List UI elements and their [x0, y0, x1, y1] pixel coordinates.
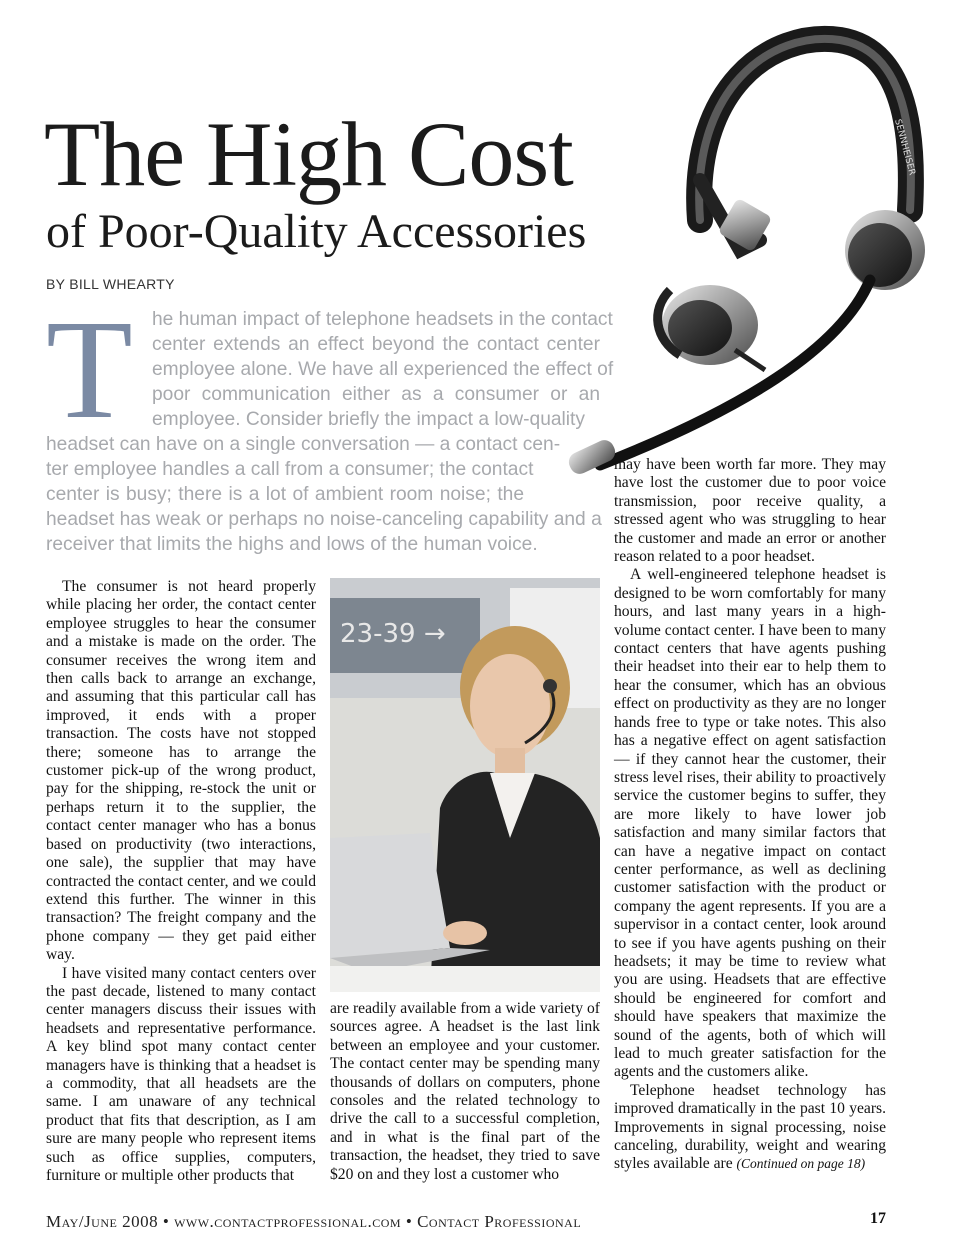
article-title: The High Cost — [44, 103, 573, 205]
article-subtitle: of Poor-Quality Accessories — [46, 205, 587, 258]
continued-note: (Continued on page 18) — [736, 1156, 866, 1172]
lead-line: he human impact of telephone headsets in the contact — [152, 309, 613, 330]
body-column-2 — [330, 1000, 600, 1184]
body-paragraph: I have visited many contact centers over the past decade, listened to many contact center managers discuss their issues with headsets and representative performance. A key blind spot many contact center managers have is thinking that a headset is a commodity, that all headsets are the same. I am unaware of any technical product that fits that description, as I am sure are many people who represent items such as office supplies, computers, furniture or multiple other products that — [46, 964, 316, 1184]
headset-brand-label: SENNHEISER — [892, 118, 917, 177]
wall-sign-text: 23-39 → — [340, 619, 446, 649]
lead-line: ter employee handles a call from a consumer; the contact — [46, 459, 534, 480]
footer-url: www.contactprofessional.com — [174, 1212, 402, 1231]
lead-line: headset has weak or perhaps no noise-canceling capability and a — [46, 509, 602, 530]
drop-cap: T — [46, 290, 133, 448]
lead-line: center extends an effect beyond the contact center — [152, 334, 600, 355]
page-number: 17 — [870, 1210, 886, 1227]
body-column-1 — [46, 578, 316, 1185]
body-paragraph: may have been worth far more. They may have lost the customer due to poor voice transmission, poor receive quality, a stressed agent who was struggling to hear the customer and made an error or another reason related to a poor headset. — [614, 456, 886, 566]
lead-line: receiver that limits the highs and lows of the human voice. — [46, 534, 538, 555]
body-paragraph — [614, 1082, 886, 1174]
agent-photo — [330, 578, 600, 992]
footer-folio — [46, 1212, 581, 1232]
lead-line: employee alone. We have all experienced the effect of — [152, 359, 614, 380]
byline: BY BILL WHEARTY — [46, 276, 175, 292]
footer-magazine: Contact Professional — [417, 1212, 582, 1231]
lead-line: employee. Consider briefly the impact a low-quality — [152, 409, 585, 430]
lead-line: headset can have on a single conversation — a contact cen- — [46, 434, 561, 455]
body-paragraph: are readily available from a wide variety of sources agree. A headset is the last link between an employee and your customer. The contact center may be spending many thousands of dollars on computers, phone consoles and the related technology to drive the call to a successful completion, and in what is the final part of the transaction, the headset, they tried to save $20 on and they lost a customer who — [330, 1000, 600, 1183]
body-column-3 — [614, 456, 886, 1174]
footer-separator: • — [405, 1212, 413, 1231]
footer-issue: May/June 2008 — [46, 1212, 159, 1231]
body-paragraph: The consumer is not heard properly while placing her order, the contact center employee struggles to hear the consumer and a mistake is made on the order. The consumer receives the wrong item and then calls back to arrange an exchange, and assuming that this particular call has improved, it ends with a proper transaction. The costs have not stopped there; someone has to arrange the customer pick-up of the wrong product, pay for the shipping, re-stock the unit or perhaps return it to the supplier, the contact center manager who has a bonus based on productivity (two interactions, one sale), the supplier that may have contracted the contact center, and we could extend this further. The winner in this transaction? The freight company and the phone company — they get paid either way. — [46, 578, 316, 964]
body-text: Telephone headset technology has improved dramatically in the past 10 years. Improvements in signal processing, noise canceling, durability, weight and wearing styles available are — [614, 1081, 886, 1173]
footer-separator: • — [162, 1212, 170, 1231]
lead-line: center is busy; there is a lot of ambient room noise; the — [46, 484, 524, 505]
lead-line: poor communication either as a consumer or an — [152, 384, 600, 405]
headset-image — [540, 10, 960, 490]
body-paragraph: A well-engineered telephone headset is designed to be worn comfortably for many hours, and last many years in a high-volume contact center. I have been to many contact centers that have agents pushing their headset into their ear to help them to hear the consumer, which has an obvious effect on productivity as they are no longer hands free to type or take notes. This also has a negative effect on agent satisfaction — if they cannot hear the customer, their stress level rises, their ability to proactively service the customer begins to suffer, they are more likely to have lower job satisfaction and many similar factors that can have a negative impact on contact center performance, as well as declining customer satisfaction with the product or company the agent represents. If you are a supervisor in a contact center, look around to see if you have agents pushing on their headsets; it may be time to review what you are using. Headsets that are effective should be engineered for comfort and should have speakers that maximize the sound of the agents, both of which will lead to much greater satisfaction for the agents and the customers alike. — [614, 566, 886, 1081]
